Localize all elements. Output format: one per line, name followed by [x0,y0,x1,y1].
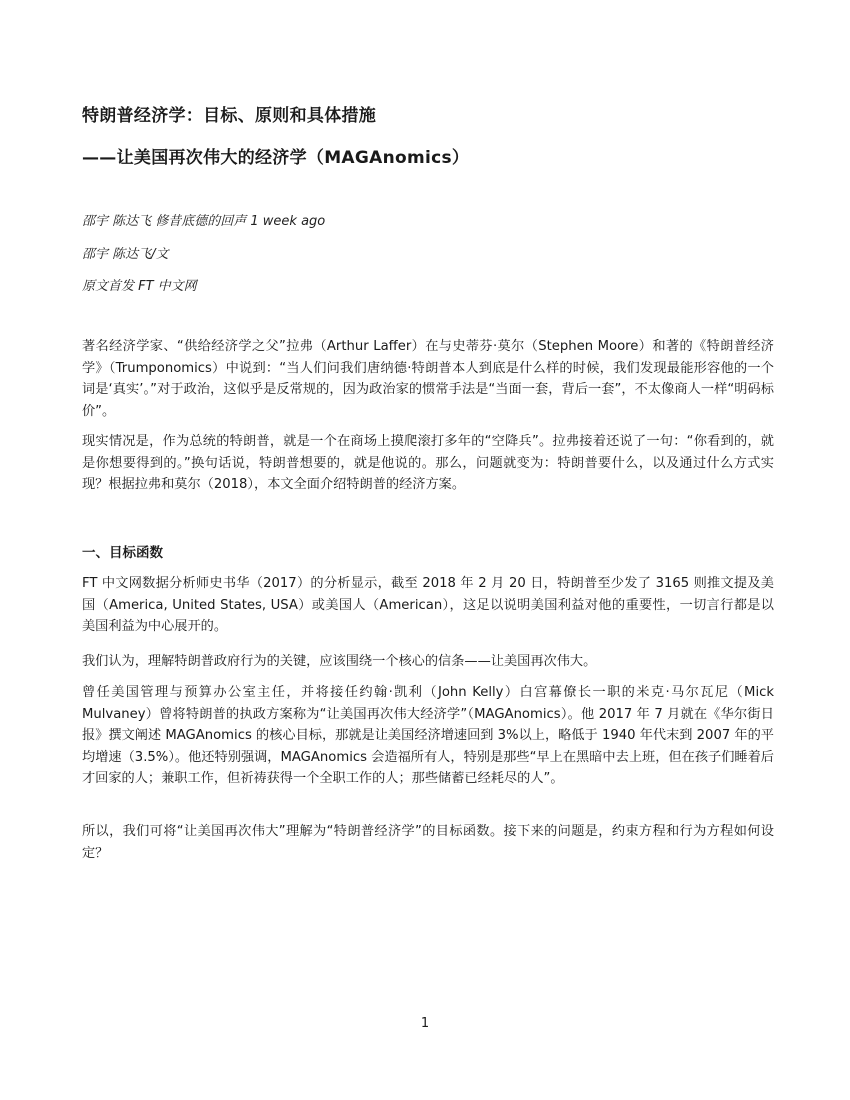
source-note: 原文首发 FT 中文网 [82,279,197,294]
author-byline: 邵宇 陈达飞 修昔底德的回声 1 week ago [82,214,326,229]
section-heading: 一、目标函数 [82,545,163,561]
section-paragraph-2: 我们认为，理解特朗普政府行为的关键，应该围绕一个核心的信条——让美国再次伟大。 [82,654,597,669]
intro-paragraph-2: 现实情况是，作为总统的特朗普，就是一个在商场上摸爬滚打多年的“空降兵”。拉弗接着还说了一句：“你看到的，就是你想要得到的。”换句话说，特朗普想要的，就是他说的。那么，问题就变为：特朗普要什么，以及通过什么方式实现？根据拉弗和莫尔（2018），本文全面介绍特朗普的经济方案。 [82,434,774,492]
intro-paragraph-1: 著名经济学家、“供给经济学之父”拉弗（Arthur Laffer）在与史蒂芬·莫尔（Stephen Moore）和著的《特朗普经济学》（Trumponomics）中说到：“当人们问我们唐纳德·特朗普本人到底是什么样的时候，我们发现最能形容他的一个词是‘真实’。”对于政治，这似乎是反常规的，因为政治家的惯常手法是“当面一套，背后一套”，不太像商人一样“明码标价”。 [82,339,774,419]
author-credit: 邵宇 陈达飞/文 [82,247,169,262]
section-paragraph-4: 所以，我们可将“让美国再次伟大”理解为“特朗普经济学”的目标函数。接下来的问题是，约束方程和行为方程如何设定？ [82,824,774,861]
page-subtitle: ——让美国再次伟大的经济学（MAGAnomics） [82,148,470,168]
page-title: 特朗普经济学：目标、原则和具体措施 [82,106,377,126]
section-paragraph-1: FT 中文网数据分析师史书华（2017）的分析显示，截至 2018 年 2 月 20 日，特朗普至少发了 3165 则推文提及美国（America, United States, USA）或美国人（American），这足以说明美国利益对他的重要性，一切言行都是以美国利益为中心展开的。 [82,576,774,634]
page-number: 1 [420,1016,430,1031]
section-paragraph-3: 曾任美国管理与预算办公室主任，并将接任约翰·凯利（John Kelly）白宫幕僚长一职的米克·马尔瓦尼（Mick Mulvaney）曾将特朗普的执政方案称为“让美国再次伟大经济学”（MAGAnomics）。他 2017 年 7 月就在《华尔街日报》撰文阐述 MAGAnomics 的核心目标，那就是让美国经济增速回到 3%以上，略低于 1940 年代末到 2007 年的平均增速（3.5%）。他还特别强调，MAGAnomics 会造福所有人，特别是那些“早上在黑暗中去上班，但在孩子们睡着后才回家的人；兼职工作，但祈祷获得一个全职工作的人；那些储蓄已经耗尽的人”。 [82,685,774,786]
